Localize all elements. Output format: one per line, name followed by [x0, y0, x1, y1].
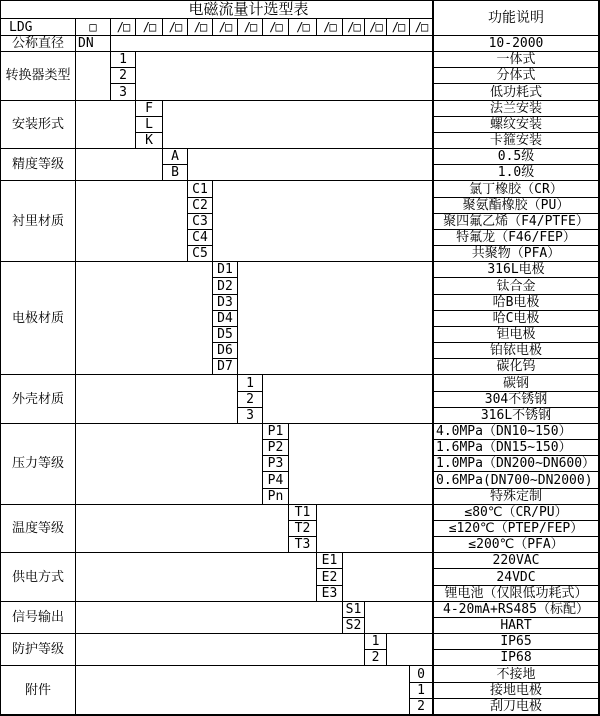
description-cell-liner-material-C4: 特氟龙（F46/FEP） — [433, 230, 599, 246]
section-label-power-supply: 供电方式 — [1, 553, 76, 602]
section-label-housing-material: 外壳材质 — [1, 375, 76, 424]
description-cell-electrode-material-D3: 哈B电极 — [433, 295, 599, 311]
model-slot-box-3: /□ — [163, 19, 188, 36]
description-cell-housing-material-1: 碳钢 — [433, 375, 599, 391]
filler-cell-left-liner-material — [76, 181, 188, 262]
code-cell-power-supply-E1: E1 — [317, 553, 343, 569]
description-cell-liner-material-C3: 聚四氟乙烯（F4/PTFE） — [433, 214, 599, 230]
description-cell-accuracy-class-A: 0.5级 — [433, 149, 599, 165]
model-slot-box-9: /□ — [317, 19, 343, 36]
code-cell-liner-material-C5: C5 — [188, 246, 213, 262]
section-label-converter-type: 转换器类型 — [1, 52, 76, 101]
model-slot-box-11: /□ — [365, 19, 387, 36]
description-cell-electrode-material-D4: 哈C电极 — [433, 311, 599, 327]
section-label-nominal-diameter: 公称直径 — [1, 36, 76, 52]
section-label-signal-output: 信号输出 — [1, 602, 76, 634]
description-cell-accuracy-class-B: 1.0级 — [433, 165, 599, 181]
model-slot-box-2: /□ — [136, 19, 163, 36]
section-label-pressure-rating: 压力等级 — [1, 424, 76, 505]
description-cell-temperature-rating-T3: ≤200℃（PFA） — [433, 537, 599, 553]
description-cell-liner-material-C5: 共聚物（PFA） — [433, 246, 599, 262]
code-cell-pressure-rating-P2: P2 — [263, 440, 289, 456]
code-cell-installation-type-F: F — [136, 101, 163, 117]
code-cell-housing-material-1: 1 — [238, 375, 263, 391]
description-cell-installation-type-K: 卡箍安装 — [433, 133, 599, 149]
filler-cell-left-converter-type — [76, 52, 111, 101]
filler-cell-left-temperature-rating — [76, 505, 289, 554]
code-cell-electrode-material-D2: D2 — [213, 278, 238, 294]
code-cell-temperature-rating-T1: T1 — [289, 505, 317, 521]
model-slot-box-5: /□ — [213, 19, 238, 36]
filler-cell-right-pressure-rating — [289, 424, 433, 505]
filler-cell-left-installation-type — [76, 101, 136, 150]
table-title: 电磁流量计选型表 — [1, 1, 433, 19]
description-cell-converter-type-1: 一体式 — [433, 52, 599, 68]
section-label-installation-type: 安装形式 — [1, 101, 76, 150]
description-cell-protection-rating-2: IP68 — [433, 650, 599, 666]
code-cell-liner-material-C4: C4 — [188, 230, 213, 246]
filler-cell-left-signal-output — [76, 602, 343, 634]
description-cell-power-supply-E3: 锂电池（仅限低功耗式） — [433, 586, 599, 602]
code-cell-pressure-rating-Pn: Pn — [263, 489, 289, 505]
model-slot-box-1: /□ — [111, 19, 136, 36]
description-cell-temperature-rating-T1: ≤80℃（CR/PU） — [433, 505, 599, 521]
description-cell-power-supply-E2: 24VDC — [433, 569, 599, 585]
filler-cell-right-installation-type — [163, 101, 433, 150]
code-cell-housing-material-3: 3 — [238, 408, 263, 424]
description-cell-protection-rating-1: IP65 — [433, 634, 599, 650]
filler-cell-right-housing-material — [263, 375, 433, 424]
description-cell-converter-type-2: 分体式 — [433, 68, 599, 84]
code-cell-power-supply-E3: E3 — [317, 586, 343, 602]
code-cell-pressure-rating-P3: P3 — [263, 456, 289, 472]
description-cell-pressure-rating-Pn: 特殊定制 — [433, 489, 599, 505]
description-cell-electrode-material-D1: 316L电极 — [433, 262, 599, 278]
description-cell-temperature-rating-T2: ≤120℃（PTEP/FEP） — [433, 521, 599, 537]
filler-cell-left-accuracy-class — [76, 149, 163, 181]
code-cell-signal-output-S1: S1 — [343, 602, 365, 618]
code-cell-electrode-material-D3: D3 — [213, 295, 238, 311]
description-cell-accessories-1: 接地电极 — [433, 683, 599, 699]
code-cell-electrode-material-D5: D5 — [213, 327, 238, 343]
description-cell-accessories-2: 刮刀电极 — [433, 699, 599, 715]
code-cell-power-supply-E2: E2 — [317, 569, 343, 585]
filler-cell-right-nominal-diameter — [111, 36, 433, 52]
description-cell-accessories-0: 不接地 — [433, 666, 599, 682]
code-cell-liner-material-C3: C3 — [188, 214, 213, 230]
code-cell-pressure-rating-P4: P4 — [263, 472, 289, 488]
model-slot-box-10: /□ — [343, 19, 365, 36]
model-slot-box-7: /□ — [263, 19, 289, 36]
description-cell-electrode-material-D6: 铂铱电极 — [433, 343, 599, 359]
section-label-accessories: 附件 — [1, 666, 76, 715]
filler-cell-left-accessories — [76, 666, 410, 715]
code-cell-pressure-rating-P1: P1 — [263, 424, 289, 440]
code-cell-temperature-rating-T2: T2 — [289, 521, 317, 537]
section-label-accuracy-class: 精度等级 — [1, 149, 76, 181]
description-cell-pressure-rating-P3: 1.0MPa（DN200~DN600） — [433, 456, 599, 472]
description-cell-installation-type-L: 螺纹安装 — [433, 117, 599, 133]
description-cell-converter-type-3: 低功耗式 — [433, 84, 599, 100]
code-cell-accessories-0: 0 — [410, 666, 433, 682]
filler-cell-right-accuracy-class — [188, 149, 433, 181]
description-cell-liner-material-C1: 氯丁橡胶（CR） — [433, 181, 599, 197]
filler-cell-left-electrode-material — [76, 262, 213, 375]
description-cell-signal-output-S2: HART — [433, 618, 599, 634]
section-label-temperature-rating: 温度等级 — [1, 505, 76, 554]
filler-cell-right-electrode-material — [238, 262, 433, 375]
code-cell-protection-rating-1: 1 — [365, 634, 387, 650]
description-cell-nominal-diameter-DN: 10-2000 — [433, 36, 599, 52]
description-cell-pressure-rating-P1: 4.0MPa（DN10~150） — [433, 424, 599, 440]
filler-cell-right-signal-output — [365, 602, 433, 634]
code-cell-converter-type-2: 2 — [111, 68, 136, 84]
filler-cell-left-pressure-rating — [76, 424, 263, 505]
model-slot-box-8: /□ — [289, 19, 317, 36]
model-slot-box-4: /□ — [188, 19, 213, 36]
code-cell-liner-material-C1: C1 — [188, 181, 213, 197]
filler-cell-left-protection-rating — [76, 634, 365, 666]
description-cell-housing-material-3: 316L不锈钢 — [433, 408, 599, 424]
code-cell-accuracy-class-A: A — [163, 149, 188, 165]
filler-cell-left-power-supply — [76, 553, 317, 602]
model-slot-box-13: /□ — [410, 19, 433, 36]
section-label-protection-rating: 防护等级 — [1, 634, 76, 666]
filler-cell-right-liner-material — [213, 181, 433, 262]
code-cell-electrode-material-D7: D7 — [213, 359, 238, 375]
description-cell-signal-output-S1: 4-20mA+RS485（标配） — [433, 602, 599, 618]
code-cell-electrode-material-D6: D6 — [213, 343, 238, 359]
function-column-header: 功能说明 — [433, 1, 599, 36]
code-cell-accessories-2: 2 — [410, 699, 433, 715]
filler-cell-right-temperature-rating — [317, 505, 433, 554]
code-cell-electrode-material-D4: D4 — [213, 311, 238, 327]
description-cell-liner-material-C2: 聚氨酯橡胶（PU） — [433, 198, 599, 214]
code-cell-accessories-1: 1 — [410, 683, 433, 699]
description-cell-electrode-material-D2: 钛合金 — [433, 278, 599, 294]
model-base-box: □ — [76, 19, 111, 36]
code-cell-temperature-rating-T3: T3 — [289, 537, 317, 553]
code-cell-liner-material-C2: C2 — [188, 198, 213, 214]
code-cell-housing-material-2: 2 — [238, 392, 263, 408]
section-label-liner-material: 衬里材质 — [1, 181, 76, 262]
filler-cell-right-converter-type — [136, 52, 433, 101]
description-cell-electrode-material-D5: 钽电极 — [433, 327, 599, 343]
model-slot-box-6: /□ — [238, 19, 263, 36]
code-cell-electrode-material-D1: D1 — [213, 262, 238, 278]
section-label-electrode-material: 电极材质 — [1, 262, 76, 375]
model-prefix-cell: LDG — [1, 19, 76, 36]
description-cell-power-supply-E1: 220VAC — [433, 553, 599, 569]
code-cell-converter-type-3: 3 — [111, 84, 136, 100]
model-slot-box-12: /□ — [387, 19, 410, 36]
code-cell-installation-type-L: L — [136, 117, 163, 133]
description-cell-electrode-material-D7: 碳化钨 — [433, 359, 599, 375]
description-cell-pressure-rating-P2: 1.6MPa（DN15~150） — [433, 440, 599, 456]
code-cell-converter-type-1: 1 — [111, 52, 136, 68]
description-cell-pressure-rating-P4: 0.6MPa(DN700~DN2000) — [433, 472, 599, 488]
description-cell-housing-material-2: 304不锈钢 — [433, 392, 599, 408]
code-cell-accuracy-class-B: B — [163, 165, 188, 181]
code-cell-nominal-diameter-DN: DN — [76, 36, 111, 52]
filler-cell-right-power-supply — [343, 553, 433, 602]
code-cell-signal-output-S2: S2 — [343, 618, 365, 634]
filler-cell-right-protection-rating — [387, 634, 433, 666]
filler-cell-left-housing-material — [76, 375, 238, 424]
description-cell-installation-type-F: 法兰安装 — [433, 101, 599, 117]
code-cell-installation-type-K: K — [136, 133, 163, 149]
code-cell-protection-rating-2: 2 — [365, 650, 387, 666]
